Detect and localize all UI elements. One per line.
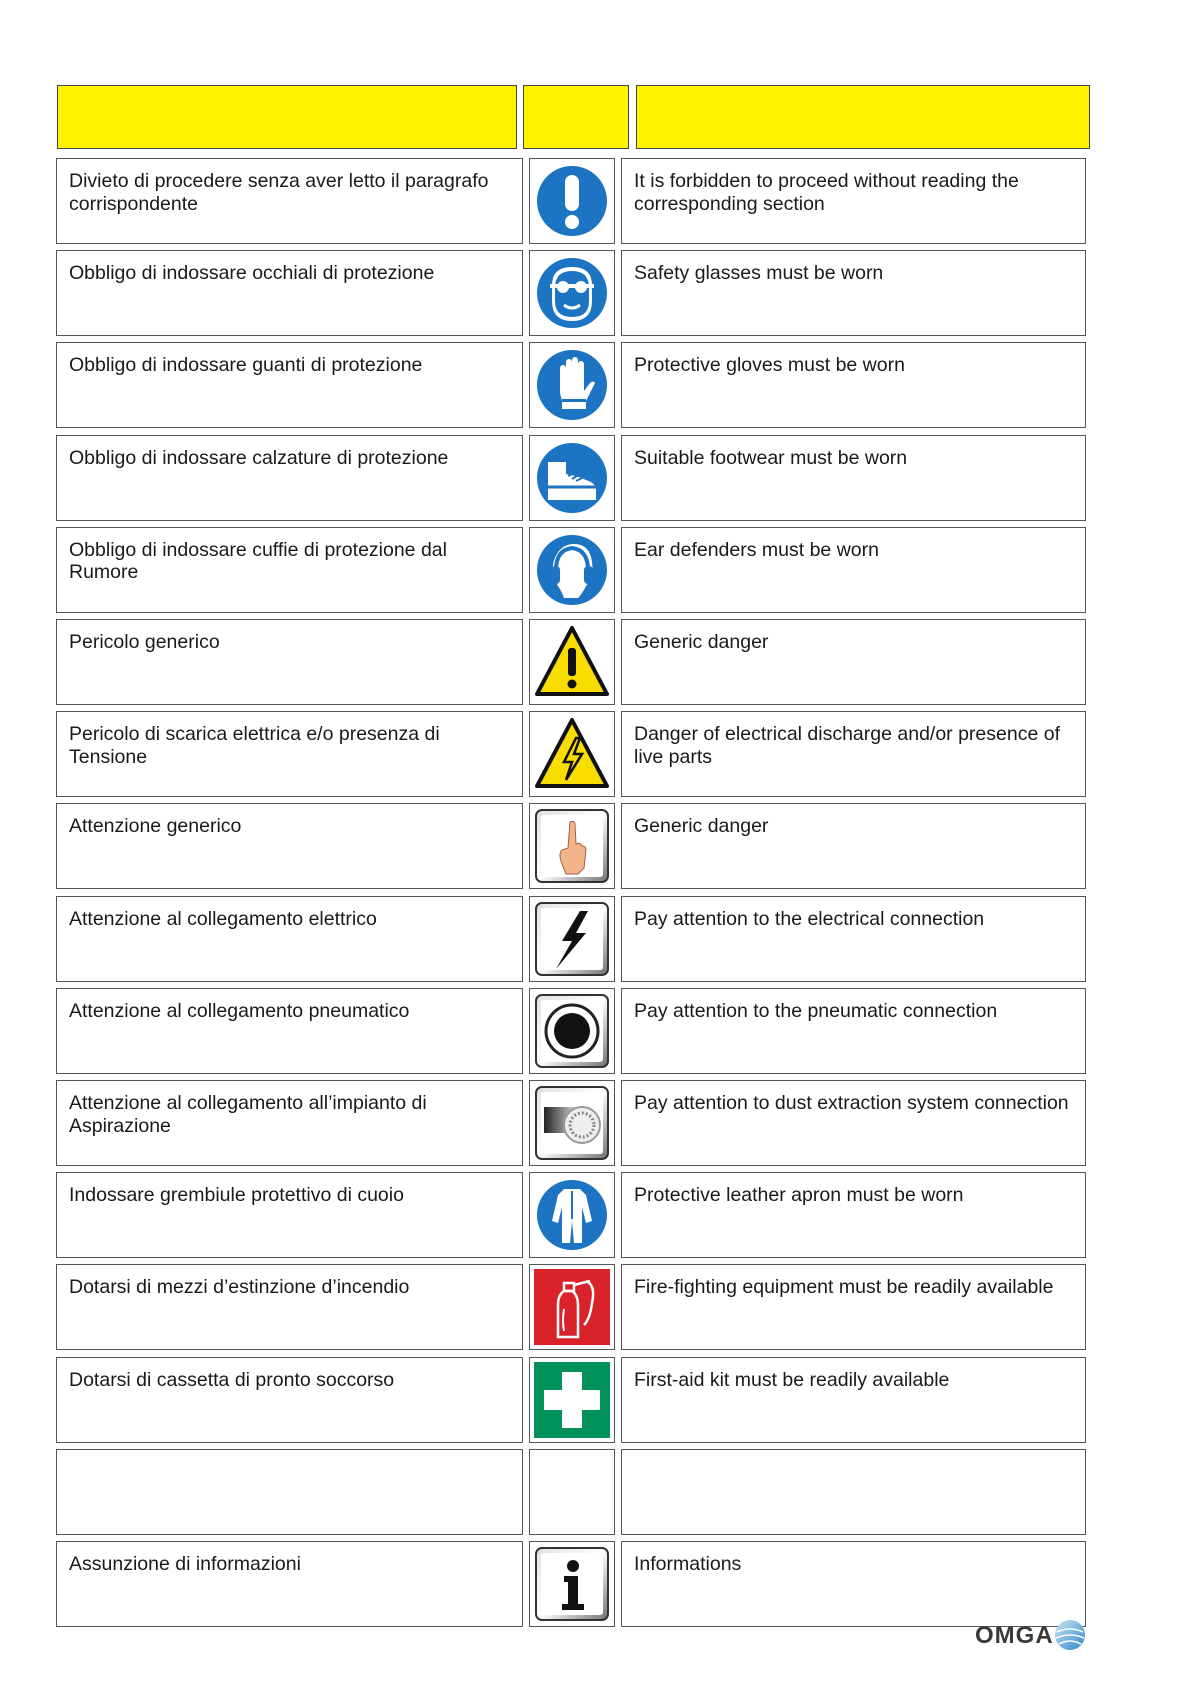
table-row: [56, 342, 1086, 428]
symbol-cell: [529, 435, 615, 521]
english-description: Pay attention to the pneumatic connection: [634, 999, 998, 1022]
safety-glasses-icon: [534, 255, 610, 331]
omga-logo: [975, 1618, 1087, 1652]
english-description-cell: [621, 527, 1086, 613]
warning-triangle-icon: [534, 624, 610, 700]
first-aid-cross-icon: [534, 1362, 610, 1438]
italian-description-cell: [56, 1172, 523, 1258]
symbol-cell: [529, 1449, 615, 1535]
table-row: [56, 1357, 1086, 1443]
english-description: Generic danger: [634, 631, 769, 653]
english-description-cell: [621, 342, 1086, 428]
symbol-cell: [529, 1080, 615, 1166]
ear-defenders-icon: [534, 532, 610, 608]
english-description: Pay attention to dust extraction system connection: [634, 1092, 1069, 1114]
table-row: [56, 250, 1086, 336]
english-description-cell: [621, 988, 1086, 1074]
symbol-cell: [529, 896, 615, 982]
english-description-cell: [621, 250, 1086, 336]
italian-description-cell: [56, 619, 523, 705]
italian-description: Dotarsi di mezzi d’estinzione d’incendio: [69, 1276, 410, 1299]
italian-description-cell: [56, 1080, 523, 1166]
italian-description: Attenzione al collegamento elettrico: [69, 907, 377, 930]
symbol-cell: [529, 1541, 615, 1627]
english-description-cell: [621, 158, 1086, 244]
english-description: Generic danger: [634, 815, 769, 838]
italian-description: Obbligo di indossare occhiali di protezione: [69, 262, 435, 285]
table-row: [56, 1264, 1086, 1350]
italian-description: Attenzione al collegamento pneumatico: [69, 999, 410, 1022]
symbol-cell: [529, 1172, 615, 1258]
english-description: Safety glasses must be worn: [634, 262, 884, 285]
pneumatic-connection-icon: [534, 993, 610, 1069]
italian-description: Pericolo di scarica elettrica e/o presenza di Tensione: [69, 723, 440, 768]
italian-description-cell: [56, 803, 523, 889]
safety-shoe-icon: [534, 440, 610, 516]
italian-description-cell: [56, 250, 523, 336]
english-description-cell: [621, 1080, 1086, 1166]
english-description-cell: [621, 1357, 1086, 1443]
italian-description: Indossare grembiule protettivo di cuoio: [69, 1184, 404, 1207]
italian-description-cell: [56, 711, 523, 797]
italian-description-cell: [56, 1541, 523, 1627]
table-row: [56, 711, 1086, 797]
english-description-cell: [621, 1449, 1086, 1535]
italian-description: Attenzione al collegamento all’impianto di Aspirazione: [69, 1092, 427, 1137]
italian-description: Obbligo di indossare cuffie di protezione dal Rumore: [69, 538, 447, 584]
italian-description-cell: [56, 435, 523, 521]
italian-description-cell: [56, 1357, 523, 1443]
symbol-cell: [529, 250, 615, 336]
table-row: [56, 1541, 1086, 1627]
english-description-cell: [621, 1172, 1086, 1258]
symbol-cell: [529, 711, 615, 797]
table-row: [56, 1080, 1086, 1166]
table-row: [56, 988, 1086, 1074]
information-icon: [534, 1546, 610, 1622]
header-cell-icon: [523, 85, 629, 149]
english-description-cell: [621, 896, 1086, 982]
symbol-cell: [529, 1264, 615, 1350]
symbol-cell: [529, 1357, 615, 1443]
symbol-cell: [529, 342, 615, 428]
italian-description: Assunzione di informazioni: [69, 1553, 301, 1575]
table-row: [56, 158, 1086, 244]
header-cell-english: [636, 85, 1090, 149]
english-description-cell: [621, 803, 1086, 889]
italian-description: Obbligo di indossare guanti di protezione: [69, 354, 423, 377]
italian-description-cell: [56, 342, 523, 428]
english-description: Ear defenders must be worn: [634, 538, 879, 561]
english-description: [622, 1450, 1085, 1461]
table-row: [56, 1172, 1086, 1258]
table-row: [56, 803, 1086, 889]
english-description: Protective leather apron must be worn: [634, 1184, 964, 1207]
italian-description-cell: [56, 158, 523, 244]
symbol-cell: [529, 988, 615, 1074]
table-row: [56, 527, 1086, 613]
english-description: Informations: [634, 1553, 742, 1575]
english-description: Pay attention to the electrical connection: [634, 907, 985, 930]
italian-description: Obbligo di indossare calzature di protezione: [69, 446, 449, 469]
italian-description: Attenzione generico: [69, 815, 242, 838]
logo-globe-icon: [1053, 1618, 1087, 1652]
english-description-cell: [621, 435, 1086, 521]
dust-extraction-icon: [534, 1085, 610, 1161]
english-description: First-aid kit must be readily available: [634, 1368, 950, 1391]
symbol-cell: [529, 158, 615, 244]
english-description-cell: [621, 711, 1086, 797]
english-description: Fire-fighting equipment must be readily available: [634, 1276, 1054, 1299]
electric-hazard-icon: [534, 716, 610, 792]
logo-wordmark: OMGA: [975, 1622, 1054, 1649]
english-description-cell: [621, 619, 1086, 705]
italian-description: Pericolo generico: [69, 631, 220, 653]
italian-description: [57, 1450, 522, 1461]
table-row: [56, 435, 1086, 521]
exclamation-icon: [534, 163, 610, 239]
table-row: [56, 619, 1086, 705]
gloves-icon: [534, 347, 610, 423]
pointing-finger-icon: [534, 808, 610, 884]
italian-description-cell: [56, 527, 523, 613]
english-description-cell: [621, 1264, 1086, 1350]
english-description: Suitable footwear must be worn: [634, 446, 908, 469]
italian-description-cell: [56, 1264, 523, 1350]
symbol-cell: [529, 803, 615, 889]
italian-description-cell: [56, 896, 523, 982]
english-description: Danger of electrical discharge and/or presence of live parts: [634, 723, 1060, 768]
english-description: It is forbidden to proceed without reading the corresponding section: [634, 170, 1019, 215]
symbol-cell: [529, 619, 615, 705]
symbol-cell: [529, 527, 615, 613]
fire-extinguisher-icon: [534, 1269, 610, 1345]
italian-description-cell: [56, 1449, 523, 1535]
table-row: [56, 1449, 1086, 1535]
italian-description: Divieto di procedere senza aver letto il paragrafo corrispondente: [69, 170, 489, 215]
english-description: Protective gloves must be worn: [634, 354, 905, 377]
header-cell-italian: [57, 85, 517, 149]
italian-description-cell: [56, 988, 523, 1074]
italian-description: Dotarsi di cassetta di pronto soccorso: [69, 1368, 395, 1391]
lightning-bolt-icon: [534, 901, 610, 977]
protective-suit-icon: [534, 1177, 610, 1253]
english-description-cell: [621, 1541, 1086, 1627]
table-row: [56, 896, 1086, 982]
